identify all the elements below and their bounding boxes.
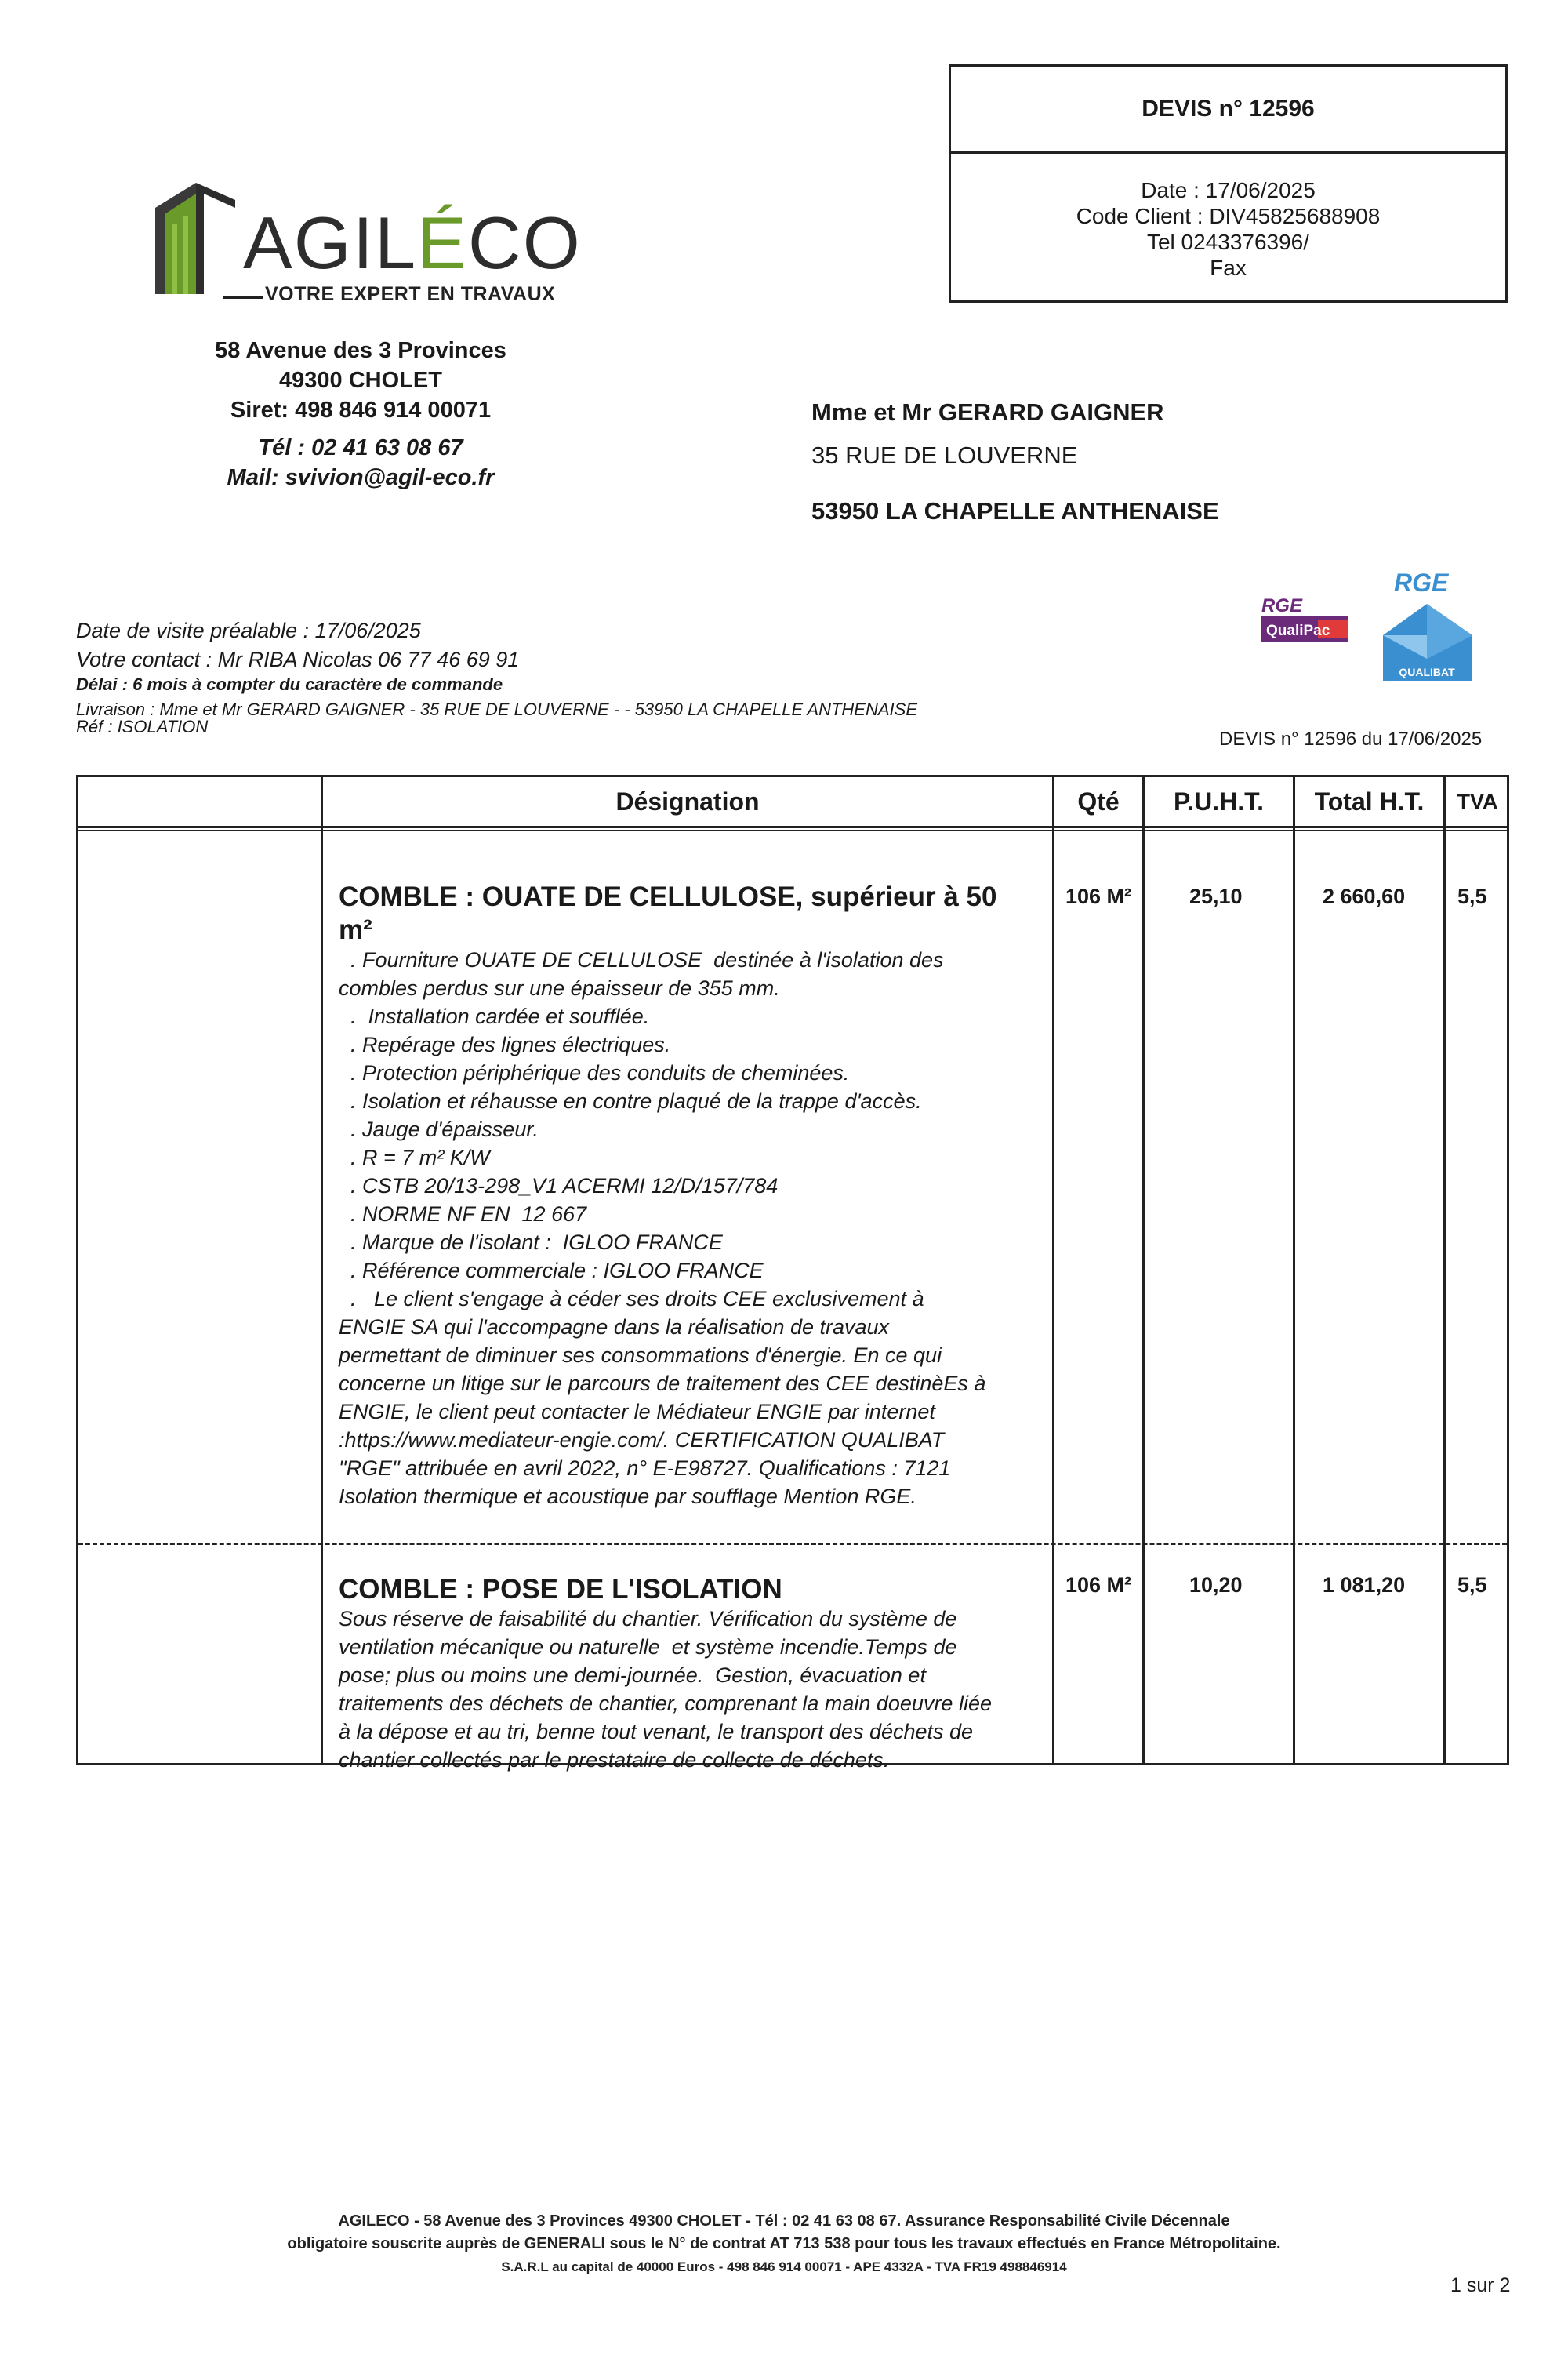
client-address — [811, 391, 1219, 533]
logo-text-a: AGIL — [243, 202, 418, 284]
header-total: Total H.T. — [1314, 787, 1425, 816]
company-siret: Siret: 498 846 914 00071 — [230, 398, 492, 423]
devis-number: DEVIS n° 12596 — [951, 67, 1505, 154]
logo-wordmark — [243, 202, 582, 284]
qualipac-rge-text: RGE — [1261, 595, 1303, 616]
row-tva: 5,5 — [1457, 1573, 1487, 1597]
devis-reference: DEVIS n° 12596 du 17/06/2025 — [1219, 729, 1483, 750]
header-designation: Désignation — [615, 787, 760, 816]
row-description: . Fourniture OUATE DE CELLULOSE destinée à l'isolation des combles perdus sur une épaisseur de 355 mm. . Installation cardée et soufflée. . Repérage des lignes électriques. . Protection périphérique des conduits de cheminées. . Isolation et réhausse en contre plaqué de la trappe d'accès. . Jauge d'épaisseur. . R = 7 m² K/W . CSTB 20/13-298_V1 ACERMI 12/D/157/784 . NORME NF EN 12 667 . Marque de l'isolant : IGLOO FRANCE . Référence commerciale : IGLOO FRANCE . Le client s'engage à céder ses droits CEE exclusivement à ENGIE SA qui l'accompagne dans la réalisation de travaux permettant de diminuer ses consommations d'énergie. En ce qui concerne un litige sur le parcours de traitement des CEE destinèEs à ENGIE, le client peut contacter le Médiateur ENGIE par internet :https://www.mediateur-engie.com/. CERTIFICATION QUALIBAT "RGE" attribuée en avril 2022, n° E-E98727. Qualifications : 7121 Isolation thermique et acoustique par soufflage Mention RGE. — [339, 948, 986, 1508]
client-street: 35 RUE DE LOUVERNE — [811, 442, 1078, 469]
col-divider — [1443, 775, 1446, 1765]
reference: Réf : ISOLATION — [76, 717, 209, 736]
col-divider — [1052, 775, 1054, 1765]
qualipac-text: QualiPac — [1266, 623, 1330, 639]
footer-line2: obligatoire souscrite auprès de GENERALI sous le N° de contrat AT 713 538 pour tous les travaux effectués en France Métropolitaine. — [287, 2235, 1281, 2252]
row-tva: 5,5 — [1457, 885, 1487, 908]
company-email: Mail: svivion@agil-eco.fr — [227, 465, 495, 490]
client-fax: Fax — [1210, 256, 1247, 280]
footer-line3: S.A.R.L au capital de 40000 Euros - 498 846 914 00071 - APE 4332A - TVA FR19 498846914 — [501, 2259, 1067, 2274]
row-quantity: 106 M² — [1065, 885, 1132, 908]
row-total: 2 660,60 — [1323, 885, 1406, 908]
logo-tagline: VOTRE EXPERT EN TRAVAUX — [265, 283, 556, 305]
footer-line1: AGILECO - 58 Avenue des 3 Provinces 49300 CHOLET - Tél : 02 41 63 08 67. Assurance Responsabilité Civile Décennale — [338, 2212, 1230, 2230]
client-code: Code Client : DIV45825688908 — [1076, 204, 1381, 228]
qualibat-rge-text: RGE — [1394, 569, 1449, 597]
company-address: 58 Avenue des 3 Provinces — [215, 338, 506, 363]
row-title — [339, 881, 996, 947]
building-logo-icon — [149, 176, 235, 302]
rge-qualibat-logo — [1378, 565, 1476, 682]
quote-table — [76, 775, 1509, 1772]
header-unit-price: P.U.H.T. — [1174, 787, 1264, 816]
company-info — [157, 336, 564, 493]
header-tva: TVA — [1457, 789, 1498, 813]
delivery-address: Livraison : Mme et Mr GERARD GAIGNER - 35 RUE DE LOUVERNE - - 53950 LA CHAPELLE ANTHENAISE — [76, 700, 918, 719]
rge-qualipac-logo — [1258, 590, 1354, 648]
row-unit-price: 25,10 — [1189, 885, 1243, 908]
client-phone: Tel 0243376396/ — [1146, 230, 1310, 254]
row-title: COMBLE : POSE DE L'ISOLATION — [339, 1574, 782, 1605]
col-divider — [1142, 775, 1145, 1765]
devis-header-box — [949, 64, 1508, 303]
logo-text-e: É — [417, 202, 468, 284]
company-city: 49300 CHOLET — [279, 368, 442, 393]
agileco-logo — [149, 176, 588, 314]
row-quantity: 106 M² — [1065, 1573, 1132, 1597]
visit-delay: Délai : 6 mois à compter du caractère de commande — [76, 674, 503, 694]
row-title-line2: m² — [339, 914, 372, 945]
row-unit-price: 10,20 — [1189, 1573, 1243, 1597]
visit-contact: Votre contact : Mr RIBA Nicolas 06 77 46 69 91 — [76, 648, 520, 671]
row-separator — [78, 1543, 1507, 1545]
qualibat-text: QUALIBAT — [1399, 666, 1455, 678]
footer — [196, 2210, 1372, 2278]
client-name: Mme et Mr GERARD GAIGNER — [811, 398, 1164, 426]
col-divider — [1293, 775, 1295, 1765]
row-total: 1 081,20 — [1323, 1573, 1406, 1597]
page-number: 1 sur 2 — [1450, 2274, 1511, 2296]
row-title-line1: COMBLE : OUATE DE CELLULOSE, supérieur à 50 — [339, 881, 997, 912]
client-city: 53950 LA CHAPELLE ANTHENAISE — [811, 497, 1219, 525]
col-divider — [321, 775, 323, 1765]
devis-date: Date : 17/06/2025 — [1141, 178, 1316, 202]
visit-date: Date de visite préalable : 17/06/2025 — [76, 619, 421, 642]
logo-text-b: CO — [467, 202, 582, 284]
visit-info — [76, 616, 917, 736]
logo-divider — [223, 296, 263, 299]
row-description: Sous réserve de faisabilité du chantier. Vérification du système de ventilation mécanique ou naturelle et système incendie.Temps de pose; plus ou moins une demi-journée. Gestion, évacuation et traitements des déchets de chantier, comprenant la main doeuvre liée à la dépose et au tri, benne tout venant, le transport des déchets de chantier collectés par le prestataire de collecte de déchets. — [339, 1607, 992, 1772]
company-phone: Tél : 02 41 63 08 67 — [258, 435, 463, 460]
header-quantity: Qté — [1077, 787, 1120, 816]
